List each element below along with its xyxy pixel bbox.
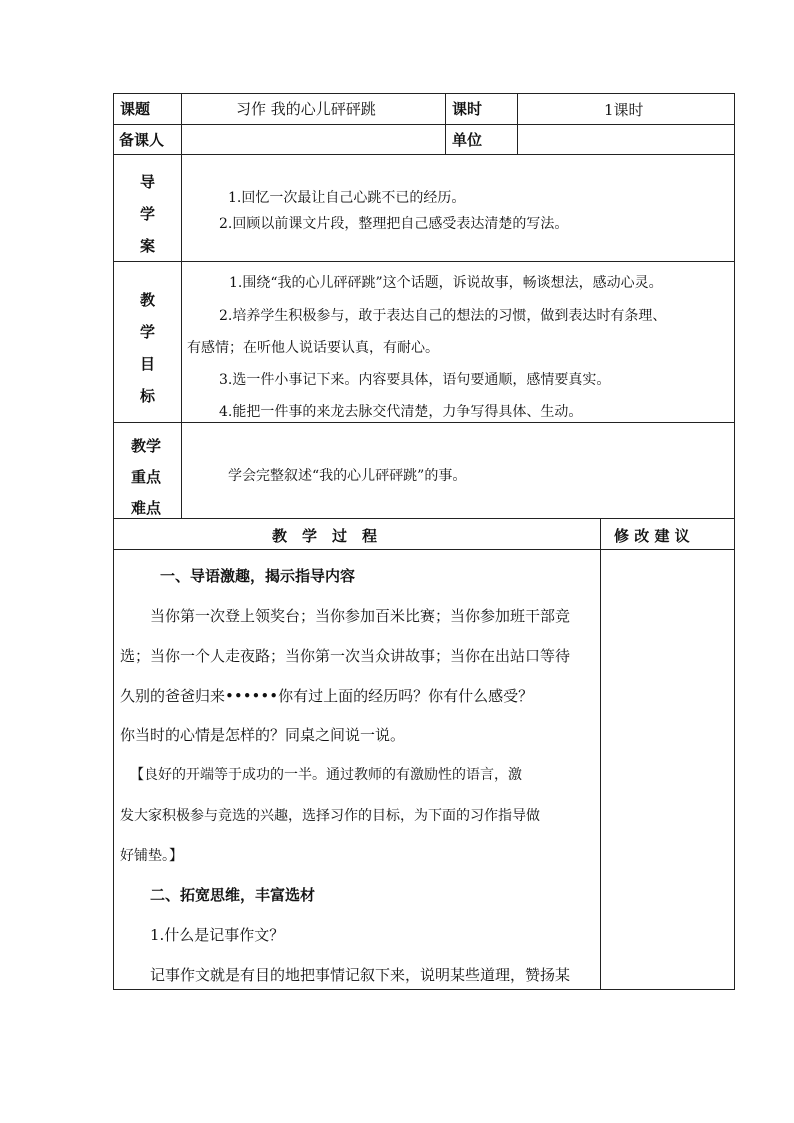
guide-label-char: 案 <box>140 237 156 255</box>
guide-label-char: 学 <box>140 205 156 223</box>
body-line: 选；当你一个人走夜路；当你第一次当众讲故事；当你在出站口等待 <box>120 647 571 665</box>
preparer-value-cell <box>181 124 446 155</box>
suggestion-header: 修 改 建 议 <box>614 527 690 545</box>
goals-line: 3.选一件小事记下来。内容要具体，语句要通顺，感情要真实。 <box>219 372 611 388</box>
unit-label: 单位 <box>452 131 483 149</box>
period-label: 课时 <box>452 100 483 118</box>
keypoints-label-line: 重点 <box>131 468 162 486</box>
goals-label-char: 目 <box>140 355 156 373</box>
period-value: 1课时 <box>604 101 644 119</box>
goals-line: 4.能把一件事的来龙去脉交代清楚，力争写得具体、生动。 <box>219 404 583 420</box>
goals-label-char: 标 <box>140 387 156 405</box>
body-line: 久别的爸爸归来••••••你有过上面的经历吗？你有什么感受？ <box>120 687 534 705</box>
goals-line: 1.围绕“我的心儿砰砰跳”这个话题，诉说故事，畅谈想法，感动心灵。 <box>229 275 663 291</box>
body-line: 当你第一次登上领奖台；当你参加百米比赛；当你参加班干部竞 <box>150 607 571 625</box>
body-line: 记事作文就是有目的地把事情记叙下来，说明某些道理，赞扬某 <box>150 966 571 984</box>
unit-value-cell <box>517 124 735 155</box>
guide-line: 1.回忆一次最让自己心跳不已的经历。 <box>228 190 466 206</box>
guide-content-cell <box>181 154 735 262</box>
teaching-note-line: 发大家积极参与竞选的兴趣，选择习作的目标，为下面的习作指导做 <box>120 808 540 824</box>
process-header: 教 学 过 程 <box>272 527 378 545</box>
goals-label-char: 教 <box>140 291 156 309</box>
preparer-label: 备课人 <box>119 131 165 149</box>
suggestion-body-cell <box>600 549 735 990</box>
goals-line: 2.培养学生积极参与，敢于表达自己的想法的习惯，做到表达时有条理、 <box>219 308 667 324</box>
body-line: 你当时的心情是怎样的？同桌之间说一说。 <box>120 726 406 744</box>
goals-line: 有感情；在听他人说话要认真，有耐心。 <box>187 340 439 356</box>
topic-value: 习作 我的心儿砰砰跳 <box>236 100 376 118</box>
guide-line: 2.回顾以前课文片段，整理把自己感受表达清楚的写法。 <box>219 216 569 232</box>
section-title: 一、导语激趣，揭示指导内容 <box>160 567 356 585</box>
topic-label: 课题 <box>120 100 151 118</box>
goals-label-char: 学 <box>140 323 156 341</box>
keypoints-text: 学会完整叙述“我的心儿砰砰跳”的事。 <box>228 468 467 484</box>
keypoints-label-line: 难点 <box>131 499 162 517</box>
teaching-note-line: 好铺垫。】 <box>120 848 183 864</box>
keypoints-label-line: 教学 <box>131 437 162 455</box>
guide-label-char: 导 <box>140 173 156 191</box>
question-line: 1.什么是记事作文？ <box>150 926 285 944</box>
section-title: 二、拓宽思维，丰富选材 <box>150 886 316 904</box>
teaching-note-line: 【良好的开端等于成功的一半。通过教师的有激励性的语言，激 <box>130 767 522 783</box>
